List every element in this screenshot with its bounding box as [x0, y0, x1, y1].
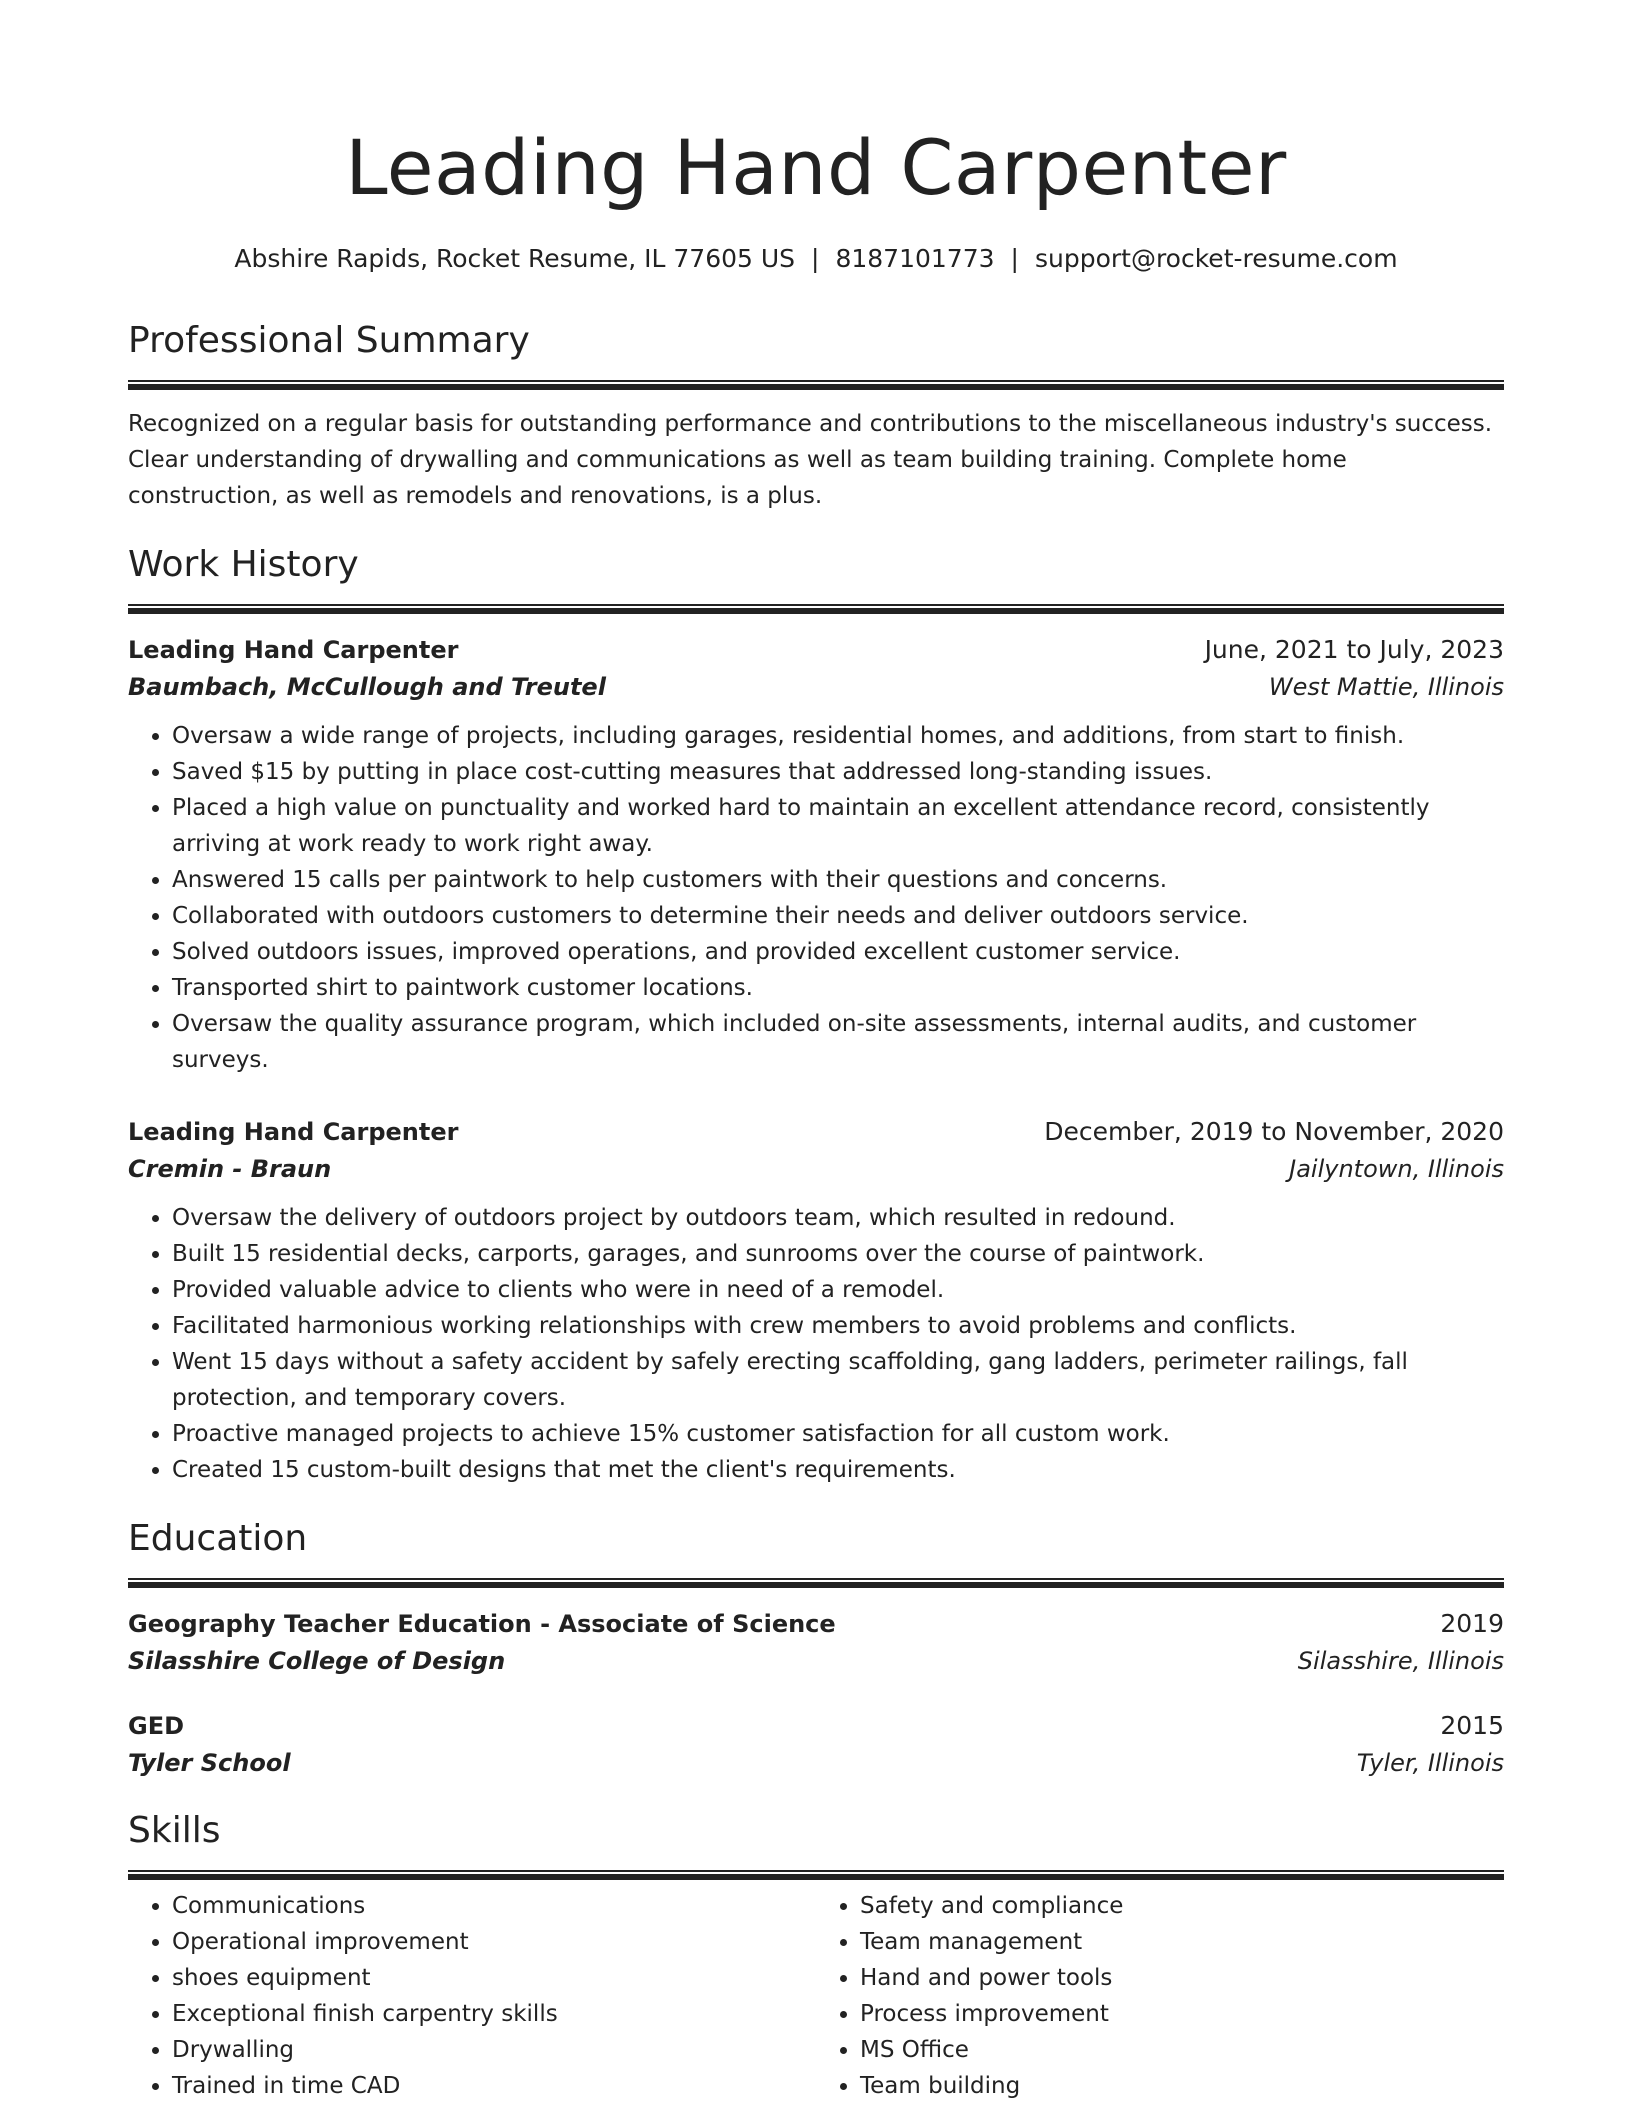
skill-item: • Exceptional finish carpentry skills: [172, 1996, 816, 2032]
job-bullet: • Provided valuable advice to clients who were in need of a remodel.: [172, 1272, 1504, 1308]
job-bullet: • Facilitated harmonious working relationships with crew members to avoid problems and conflicts.: [172, 1308, 1504, 1344]
job-bullet: • Oversaw the delivery of outdoors project by outdoors team, which resulted in redound.: [172, 1200, 1504, 1236]
skill-item: • Team building: [860, 2068, 1504, 2104]
section-title-skills: Skills: [128, 1810, 221, 1851]
education-school: Silasshire College of Design: [128, 1647, 506, 1675]
skills-grid: [128, 1888, 1504, 2104]
job-bullet: • Oversaw a wide range of projects, including garages, residential homes, and additions, from start to finish.: [172, 718, 1504, 754]
skill-item: • Safety and compliance: [860, 1888, 1504, 1924]
job-bullet: • Built 15 residential decks, carports, garages, and sunrooms over the course of paintwork.: [172, 1236, 1504, 1272]
job-bullet: • Created 15 custom-built designs that met the client's requirements.: [172, 1452, 1504, 1488]
skills-section: [128, 1808, 1504, 2104]
skill-item: • shoes equipment: [172, 1960, 816, 1996]
resume-name: Leading Hand Carpenter: [345, 123, 1287, 212]
education-section: [128, 1516, 1504, 1782]
education-location: Tyler, Illinois: [1356, 1749, 1504, 1777]
skills-column-left: [128, 1888, 816, 2104]
job-bullet: • Solved outdoors issues, improved operations, and provided excellent customer service.: [172, 934, 1504, 970]
job-bullet: • Went 15 days without a safety accident by safely erecting scaffolding, gang ladders, perimeter railings, fall protection, and temporary covers.: [172, 1344, 1504, 1416]
skills-column-right: [816, 1888, 1504, 2104]
work-section: [128, 542, 1504, 1488]
job-dates: June, 2021 to July, 2023: [1204, 635, 1504, 664]
skill-item: • Drywalling: [172, 2032, 816, 2068]
job-location: Jailyntown, Illinois: [1289, 1155, 1504, 1183]
education-location: Silasshire, Illinois: [1297, 1647, 1504, 1675]
job-bullet: • Saved $15 by putting in place cost-cutting measures that addressed long-standing issues.: [172, 754, 1504, 790]
job-bullet: • Placed a high value on punctuality and worked hard to maintain an excellent attendance record, consistently arriving at work ready to work right away.: [172, 790, 1504, 862]
skill-item: • Operational improvement: [172, 1924, 816, 1960]
job-bullets: [128, 1200, 1504, 1488]
summary-section: [128, 318, 1504, 514]
job-bullet: • Collaborated with outdoors customers to determine their needs and deliver outdoors service.: [172, 898, 1504, 934]
section-divider: [128, 1870, 1504, 1880]
education-year: 2019: [1440, 1609, 1504, 1638]
job-entry: [128, 1114, 1504, 1488]
skill-item: • MS Office: [860, 2032, 1504, 2068]
education-year: 2015: [1440, 1711, 1504, 1740]
section-divider: [128, 380, 1504, 390]
job-bullet: • Oversaw the quality assurance program, which included on-site assessments, internal audits, and customer surveys.: [172, 1006, 1504, 1078]
education-degree: Geography Teacher Education - Associate of Science: [128, 1610, 836, 1638]
section-divider: [128, 604, 1504, 614]
skill-item: • Hand and power tools: [860, 1960, 1504, 1996]
education-entry: [128, 1708, 1504, 1782]
section-title-summary: Professional Summary: [128, 320, 530, 361]
contact-separator: |: [1010, 244, 1019, 273]
job-bullet: • Transported shirt to paintwork customer locations.: [172, 970, 1504, 1006]
education-degree: GED: [128, 1712, 185, 1740]
job-dates: December, 2019 to November, 2020: [1044, 1117, 1504, 1146]
contact-line: [128, 242, 1504, 276]
job-bullets: [128, 718, 1504, 1078]
summary-text: Recognized on a regular basis for outstanding performance and contributions to the miscellaneous industry's success. Clear understanding of drywalling and communications as well as team building training. Complete home construction, as well as remodels and renovations, is a plus.: [128, 411, 1493, 509]
skill-item: • Team management: [860, 1924, 1504, 1960]
skill-item: • Trained in time CAD: [172, 2068, 816, 2104]
job-location: West Mattie, Illinois: [1268, 673, 1504, 701]
section-divider: [128, 1578, 1504, 1588]
section-title-education: Education: [128, 1518, 308, 1559]
education-school: Tyler School: [128, 1749, 291, 1777]
job-title: Leading Hand Carpenter: [128, 636, 459, 664]
skill-item: • Process improvement: [860, 1996, 1504, 2032]
job-bullet: • Answered 15 calls per paintwork to help customers with their questions and concerns.: [172, 862, 1504, 898]
job-title: Leading Hand Carpenter: [128, 1118, 459, 1146]
job-bullet: • Proactive managed projects to achieve 15% customer satisfaction for all custom work.: [172, 1416, 1504, 1452]
contact-separator: |: [811, 244, 820, 273]
education-entry: [128, 1606, 1504, 1680]
contact-address: Abshire Rapids, Rocket Resume, IL 77605 US: [234, 244, 796, 273]
contact-phone: 8187101773: [835, 244, 995, 273]
job-company: Baumbach, McCullough and Treutel: [128, 673, 606, 701]
contact-email: support@rocket-resume.com: [1034, 244, 1398, 273]
section-title-work: Work History: [128, 544, 359, 585]
skill-item: • Communications: [172, 1888, 816, 1924]
job-entry: [128, 632, 1504, 1078]
job-company: Cremin - Braun: [128, 1155, 332, 1183]
